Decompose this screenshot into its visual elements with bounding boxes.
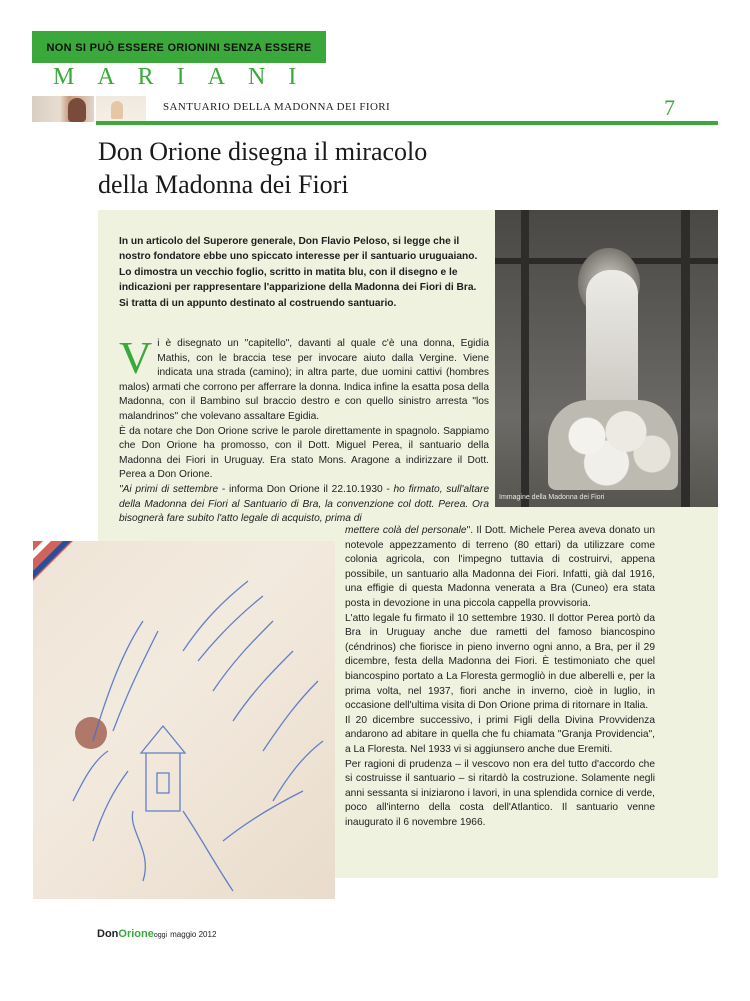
paragraph-6: Per ragioni di prudenza – il vescovo non era del tutto d'accordo che si costruisse il santuario – si ritardò la costruzione. Solamente negli anni sessanta si iniziarono i lavori, in una splendida cornice di verde, poco all'interno della costa dell'Atlantico. Il santuario venne inaugurato il 6 novembre 1966. [345, 758, 655, 828]
title-line-2: della Madonna dei Fiori [98, 170, 349, 199]
statue-photo [495, 210, 718, 507]
handwritten-sketch [33, 541, 335, 899]
article-title [98, 135, 538, 201]
quote-text: ho firmato, sull'altare della Madonna dei Fiori al Santuario di Bra, la convenzione col dott. Perea. Ora bisognerà fare subito l'atto legale di acquisto, prima di [119, 483, 489, 525]
paragraph-5: Il 20 dicembre successivo, i primi Figli della Divina Provvidenza andarono ad abitare in quella che fu chiamata "Granja Providencia", a La Floresta. Nel 1933 vi si aggiunsero anche due Eremiti. [345, 714, 655, 755]
paragraph-4: L'atto legale fu firmato il 10 settembre 1930. Il dottor Perea portò da Bra in Uruguay anche due rametti del famoso biancospino (céndrinos) che fiorisce in pieno inverno ogni anno, a Bra, per il 29 dicembre, festa della Madonna dei Fiori. È testimoniato che quel biancospino portato a La Floresta germogliò in due alberelli e, per la prima volta, nel 1937, fiori anche in inverno, cioè in luglio, in occasione dell'ultima visita di Don Orione prima di ritornare in Italia. [345, 612, 655, 712]
footer-brand-orione: Orione [118, 928, 154, 940]
header-mariani: MARIANI [53, 64, 320, 90]
section-label: SANTUARIO DELLA MADONNA DEI FIORI [163, 101, 391, 113]
paragraph-2: È da notare che Don Orione scrive le parole direttamente in spagnolo. Sappiamo che Don Orione ha promosso, con il Dott. Miguel Perea, il santuario della Madonna dei Fiori in Uruguay. Era stato Mons. Aragone a indirizzare il Dott. Perea a Don Orione. [119, 425, 489, 481]
paragraph-3: ". Il Dott. Michele Perea aveva donato un notevole appezzamento di terreno (80 ettari) da utilizzare come colonia agricola, con l'impegno tuttavia di costruirvi, appena possibile, un santuario alla Madonna dei Fiori. Infatti, già dal 1916, una effigie di questa Madonna venerata a Bra (Cuneo) era stata posta in devozione in una piccola cappella provvisoria. [345, 525, 655, 609]
footer-date: maggio 2012 [170, 930, 217, 939]
header-thumbnail-statue [96, 96, 146, 122]
header-thumbnail-portrait [32, 96, 94, 122]
header-slogan: NON SI PUÒ ESSERE ORIONINI SENZA ESSERE [46, 42, 312, 54]
drop-cap: V [119, 332, 153, 383]
article-body-upper [119, 332, 489, 527]
article-lead: In un articolo del Superore generale, Don Flavio Peloso, si legge che il nostro fondatore ebbe uno spiccato interesse per il santuario uruguaiano. Lo dimostra un vecchio foglio, scritto in matita blu, con il disegno e le indicazioni per rappresentare l'apparizione della Madonna dei Fiori di Bra. Si tratta di un appunto destinato al costruendo santuario. [119, 236, 478, 309]
quote-open: "Ai primi di settembre [119, 483, 219, 495]
title-line-1: Don Orione disegna il miracolo [98, 137, 428, 166]
paragraph-1: i è disegnato un "capitello", davanti al quale c'è una donna, Egidia Mathis, con le braccia tese per invocare aiuto dalla Vergine. Viene indicata una strada (camino); in altra parte, due uomini cattivi (hombres malos) armati che corrono per afferrare la donna. Indica infine la esatta posa della Madonna, con il Bambino sul braccio destro e con quello sinistro arresta "los malandrinos" che volevano assaltare Egidia. [119, 338, 489, 422]
photo-caption: Immagine della Madonna dei Fiori [499, 494, 605, 501]
quote-end: mettere colà del personale [345, 525, 467, 536]
footer-brand-oggi: oggi [153, 932, 168, 939]
footer-brand-don: Don [97, 928, 119, 940]
page-number: 7 [664, 95, 675, 120]
header-divider [96, 121, 718, 125]
header-banner [32, 31, 326, 63]
article-body-lower [345, 524, 655, 830]
quote-attribution: - informa Don Orione il 22.10.1930 - [218, 483, 394, 495]
footer-brand [97, 928, 216, 940]
